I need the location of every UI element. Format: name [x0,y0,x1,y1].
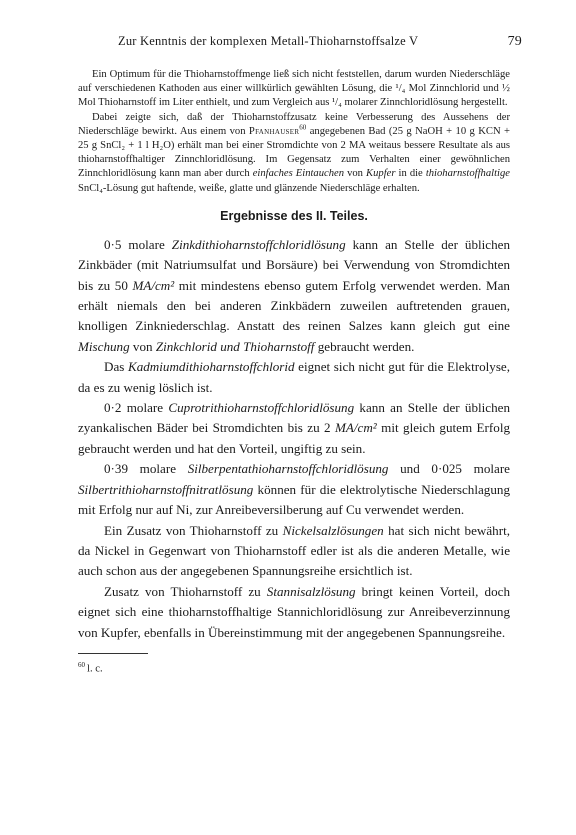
body-paragraph: Zusatz von Thioharnstoff zu Stannisalzlösung bringt keinen Vorteil, doch eignet sich eine thioharnstoffhaltige Stannichloridlösung zur Anreibeverzinnung von Kupfer, ebenfalls in Übereinstimmung mit der angegebenen Spannungsreihe. [78,583,510,640]
body-paragraph: 0·39 molare Silberpentathioharnstoffchloridlösung und 0·025 molare Silbertrithioharnstoffnitratlösung können für die elektrolytische Niederschlagung mit Erfolg nur auf Ni, zur Anreibeversilberung auf Cu verwendet werden. [78,461,510,518]
running-title: Zur Kenntnis der komplexen Metall-Thioharnstoffsalze V [118,34,419,48]
page-header [78,34,522,50]
section-heading: Ergebnisse des II. Teiles. [220,208,368,223]
author-name: Pfanhauser [248,125,300,137]
body-paragraph: Das Kadmiumdithioharnstoffchlorid eignet sich nicht gut für die Elektrolyse, da es zu wenig löslich ist. [78,359,510,395]
footnote-mark: 60 [78,660,85,669]
page-number: 79 [507,34,522,49]
small-paragraph: Ein Optimum für die Thioharnstoffmenge ließ sich nicht feststellen, darum wurden Niederschläge auf verschiedenen Kathoden aus einer willkürlich gewählten Lösung, die ¹/₄ Mol Zinnchlorid und ½ Mol Thioharnstoff im Liter enthielt, und zum Vergleich aus ¹/₄ molarer Zinnchloridlösung hergestellt. [78,69,510,109]
footnote-reference: 60 [299,123,307,132]
footnote [78,658,510,677]
results-section [78,235,510,643]
body-paragraph: Ein Zusatz von Thioharnstoff zu Nickelsalzlösungen hat sich nicht bewährt, da Nickel in Gegenwart von Thioharnstoff edler ist als die anderen Metalle, wie auch schon aus der angegebenen Spannungsreihe ersichtlich ist. [78,522,510,579]
footnote-divider [78,653,148,654]
page [78,34,522,676]
small-print-section [78,68,510,196]
footnote-text: l. c. [87,663,103,675]
body-paragraph: 0·2 molare Cuprotrithioharnstoffchloridlösung kann an Stelle der üblichen zyankalischen Bäder bei Stromdichten bis zu 2 MA/cm² mit gleich gutem Erfolg gebraucht werden und hat den Vorteil, ungiftig zu sein. [78,400,510,456]
body-paragraph: 0·5 molare Zinkdithioharnstoffchloridlösung kann an Stelle der üblichen Zinkbäder (mit Natriumsulfat und Borsäure) bei Verwendung von Stromdichten bis zu 50 MA/cm² mit mindestens ebenso gutem Erfolg verwendet werden. Man erhält niemals den bei anderen Zinkbädern zuweilen auftretenden grauen, knolligen Zinkniederschlag. Anstatt des reinen Salzes kann gleich gut eine Mischung von Zinkchlorid und Thioharnstoff gebraucht werden. [78,236,510,354]
small-paragraph: Dabei zeigte sich, daß der Thioharnstoffzusatz keine Verbesserung des Aussehens der Niederschläge bewirkt. Aus einem von Pfanhauser$^{60}$ angegebenen Bad (25 g NaOH + 10 g KCN + 25 g SnCl₂ + 1 l H₂O) erhält man bei einer Stromdichte von 2 MA weitaus bessere Resultate als aus thioharnstoffhaltiger Zinnchloridlösung. Im Gegensatz zum Verhalten einer gewöhnlichen Zinnchloridlösung kann man aber durch einfaches Eintauchen von Kupfer in die thioharnstoffhaltige SnCl₄-Lösung gut haftende, weiße, glatte und glänzende Niederschläge erhalten. [78,111,510,194]
